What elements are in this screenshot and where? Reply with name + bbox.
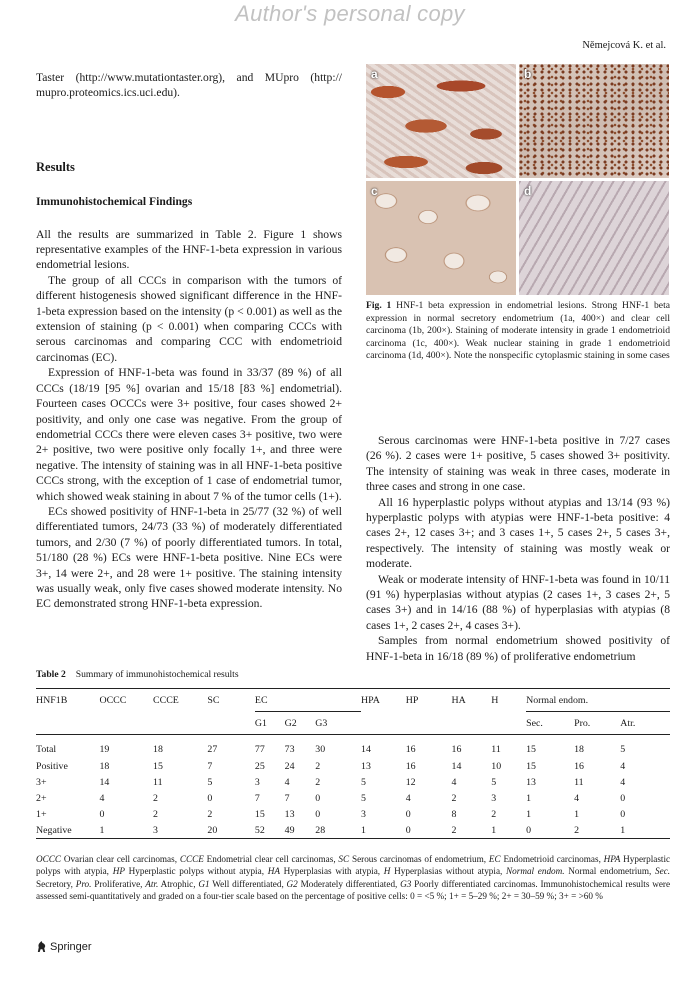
table-cell: 5 bbox=[207, 776, 213, 788]
table-cell: 25 bbox=[254, 760, 265, 772]
table-cell: 5 bbox=[620, 743, 626, 755]
table-cell: 15 bbox=[153, 760, 163, 772]
table-cell: 3 bbox=[254, 776, 260, 788]
header-cell: H bbox=[491, 689, 526, 712]
abbreviation-definition: Moderately differentiated, bbox=[300, 878, 398, 889]
table-cell: 28 bbox=[315, 822, 361, 839]
abbreviation: HA bbox=[267, 866, 280, 877]
table-cell: 5 bbox=[361, 792, 366, 804]
panel-label: b bbox=[524, 67, 532, 81]
table-cell: 0 bbox=[99, 808, 105, 820]
table-cell: 1 bbox=[491, 822, 526, 839]
table-cell: 4 bbox=[620, 760, 626, 772]
body-paragraph: Serous carcinomas were HNF-1-beta positive in 7/27 cases (26 %). 2 cases were 1+ positive, 5 cases showed 3+ positivity. The intensity of staining was weak in three cases, moderate in three cases and strong in one case. bbox=[366, 434, 670, 494]
abbreviation-definition: Hyperplasias with atypia, bbox=[283, 866, 381, 877]
table-cell: 2 bbox=[315, 776, 321, 788]
table-cell: 0 bbox=[207, 792, 213, 804]
intro-paragraph: Taster (http://www.mutationtaster.org), and MUpro (http:// mupro.proteomics.ics.uci.edu). bbox=[36, 71, 342, 100]
table-cell: 3 bbox=[361, 808, 366, 820]
body-paragraph: Samples from normal endometrium showed positivity of HNF-1-beta in 16/18 (89 %) of proliferative endometrium bbox=[366, 634, 670, 663]
table-cell: 0 bbox=[315, 792, 321, 804]
panel-label: d bbox=[524, 184, 532, 198]
table-cell: 0 bbox=[526, 822, 574, 839]
table-cell: 4 bbox=[284, 776, 290, 788]
abbreviation: Sec. bbox=[655, 866, 671, 877]
header-cell-ec: EC bbox=[255, 689, 361, 712]
table-row bbox=[36, 758, 670, 774]
abbreviation: EC bbox=[488, 854, 501, 864]
abbreviation: H bbox=[383, 866, 391, 877]
body-paragraph: All the results are summarized in Table 2. Figure 1 shows representative examples of the HNF-1-beta expression in various endometrial lesions. bbox=[36, 227, 342, 272]
table-caption bbox=[36, 669, 670, 680]
table-cell: 4 bbox=[451, 776, 457, 788]
table-cell: 11 bbox=[491, 743, 501, 755]
abbreviation: G2 bbox=[286, 878, 298, 889]
subheader-cell: G2 bbox=[285, 712, 316, 735]
table-cell: 5 bbox=[361, 776, 366, 788]
abbreviation-definition: Hyperplasias without atypia, bbox=[394, 866, 503, 877]
abbreviation: G1 bbox=[198, 878, 210, 889]
table-cell: 19 bbox=[99, 743, 110, 755]
header-cell: SC bbox=[207, 689, 255, 712]
row-label: 3+ bbox=[36, 776, 47, 788]
micrograph-panel-d bbox=[519, 181, 669, 295]
table-caption-text: Summary of immunohistochemical results bbox=[75, 669, 239, 680]
table-cell: 52 bbox=[255, 822, 285, 839]
micrograph-panel-b bbox=[519, 64, 669, 178]
table-cell: 7 bbox=[284, 792, 290, 804]
table-footnote bbox=[36, 853, 670, 903]
table-cell: 20 bbox=[207, 822, 255, 839]
publisher-name: Springer bbox=[50, 940, 92, 953]
table-cell: 27 bbox=[207, 743, 218, 755]
table-caption-label: Table 2 bbox=[36, 669, 66, 680]
subheader-cell: G3 bbox=[315, 712, 361, 735]
table-cell: 4 bbox=[574, 792, 580, 804]
table-cell: 1 bbox=[526, 808, 532, 820]
table-cell: 14 bbox=[451, 760, 462, 772]
micrograph-panel-c bbox=[366, 181, 516, 295]
abbreviation-definition: Serous carcinomas of endometrium, bbox=[351, 854, 487, 864]
table-cell: 1 bbox=[574, 808, 580, 820]
table-cell: 2 bbox=[491, 808, 497, 820]
row-label: Negative bbox=[36, 822, 99, 839]
table-cell: 24 bbox=[284, 760, 295, 772]
header-cell-normal-endom: Normal endom. bbox=[526, 689, 670, 712]
table-cell: 18 bbox=[153, 743, 163, 755]
table-cell: 15 bbox=[254, 808, 265, 820]
table-cell: 18 bbox=[574, 743, 584, 755]
table-cell: 18 bbox=[99, 760, 110, 772]
springer-horse-icon bbox=[36, 940, 47, 953]
abbreviation: Normal endom. bbox=[506, 866, 565, 877]
scoring-note: Immunohistochemical results were assessed semi-quantitatively and graded on a four-tier scale based on the percentage of positive cells: 0 = <5 %; 1+ = 5–29 %; 2+ = 30–59 %; 3+ = >60 % bbox=[36, 878, 671, 902]
body-paragraph: The group of all CCCs in comparison with the tumors of different histogenesis showed significant difference in the HNF-1-beta expression based on the intensity (p < 0.001) as well as the extension of staining (p < 0.001) when comparing CCCs with serous carcinomas and comparing CCC with endometrioid carcinomas (EC). bbox=[36, 273, 342, 364]
table-cell: 1 bbox=[526, 792, 532, 804]
subheader-cell: G1 bbox=[255, 712, 285, 735]
abbreviation-definition: Endometrial clear cell carcinomas, bbox=[206, 854, 336, 864]
abbreviation-definition: Atrophic, bbox=[160, 878, 196, 889]
section-heading-results: Results bbox=[36, 159, 75, 174]
panel-label: c bbox=[371, 184, 378, 198]
table-cell: 7 bbox=[254, 792, 260, 804]
table-body bbox=[36, 735, 670, 839]
table-cell: 15 bbox=[526, 743, 536, 755]
table-cell: 16 bbox=[405, 760, 416, 772]
header-cell: HNF1B bbox=[36, 689, 99, 712]
table-cell: 1 bbox=[99, 822, 153, 839]
subheader-cell: Atr. bbox=[620, 712, 670, 735]
abbreviation-definition: Normal endometrium, bbox=[568, 866, 652, 877]
header-cell: HP bbox=[406, 689, 452, 712]
results-table bbox=[36, 688, 670, 839]
table-cell: 16 bbox=[451, 743, 462, 755]
table-cell: 12 bbox=[405, 776, 416, 788]
table-cell: 2 bbox=[153, 792, 158, 804]
table-cell: 2 bbox=[452, 822, 492, 839]
right-column bbox=[366, 433, 670, 664]
table-cell: 13 bbox=[526, 776, 536, 788]
table-cell: 2 bbox=[451, 792, 457, 804]
table-cell: 8 bbox=[451, 808, 457, 820]
row-label: 1+ bbox=[36, 808, 47, 820]
table-cell: 16 bbox=[574, 760, 584, 772]
figure-1 bbox=[366, 64, 670, 296]
abbreviation-definition: Hyperplastic polyps without atypia, bbox=[128, 866, 264, 877]
header-cell: CCCE bbox=[153, 689, 207, 712]
row-label: 2+ bbox=[36, 792, 47, 804]
header-cell: OCCC bbox=[99, 689, 153, 712]
table-cell: 1 bbox=[361, 822, 406, 839]
abbreviation: Pro. bbox=[75, 878, 92, 889]
table-cell: 0 bbox=[620, 808, 626, 820]
table-cell: 3 bbox=[153, 822, 207, 839]
abbreviation: OCCC bbox=[36, 854, 62, 864]
table-cell: 3 bbox=[491, 792, 497, 804]
table-cell: 13 bbox=[361, 760, 371, 772]
panel-label: a bbox=[371, 67, 378, 81]
table-cell: 4 bbox=[620, 776, 626, 788]
table-cell: 0 bbox=[620, 792, 626, 804]
table-row bbox=[36, 774, 670, 790]
table-cell: 11 bbox=[153, 776, 163, 788]
micrograph-panel-a bbox=[366, 64, 516, 178]
body-paragraph: Expression of HNF-1-beta was found in 33/37 (89 %) of all CCCs (18/19 [95 %] ovarian and 15/18 [83 %] endometrial). Fourteen cases OCCCs were 3+ positive, four cases showed 2+ positivity, and only one case was negative. From the group of endometrial CCCs there were eleven cases 3+ positive, two were 2+ positive, two were positive only focally 1+, and three were negative. The intensity of staining was in all HNF-1-beta positive CCCs strong, with the exception of 1 case of endometrial tumor, which showed weak staining in about 7 % of the tumor cells (1+). bbox=[36, 366, 342, 503]
table-cell: 0 bbox=[315, 808, 321, 820]
running-head: Němejcová K. et al. bbox=[582, 40, 666, 51]
subsection-heading: Immunohistochemical Findings bbox=[36, 195, 193, 209]
table-cell: 73 bbox=[284, 743, 295, 755]
table-cell: 0 bbox=[406, 822, 452, 839]
header-cell: HPA bbox=[361, 689, 406, 712]
figure-caption-text: HNF-1 beta expression in endometrial lesions. Strong HNF-1 beta expression in normal secretory endometrium (1a, 400×) and clear cell carcinoma (1b, 200×). Staining of moderate intensity in grade 1 endometrioid carcinoma (1c, 400×). Weak nuclear staining in grade 1 endometrioid carcinoma (1d, 400×). Note the nonspecific cytoplasmic staining in some cases bbox=[366, 300, 670, 362]
table-cell: 49 bbox=[285, 822, 316, 839]
table-row bbox=[36, 735, 670, 759]
abbreviation-definition: Endometrioid carcinomas, bbox=[503, 854, 601, 864]
abbreviation-definition: Poorly differentiated carcinomas. bbox=[414, 878, 538, 889]
table-cell: 16 bbox=[405, 743, 416, 755]
table-cell: 10 bbox=[491, 760, 502, 772]
table-cell: 13 bbox=[284, 808, 295, 820]
abbreviation: CCCE bbox=[179, 854, 204, 864]
body-paragraph: ECs showed positivity of HNF-1-beta in 25/77 (32 %) of well differentiated tumors, 24/73 (33 %) of moderately differentiated tumors, and 2/30 (7 %) of poorly differentiated tumors. In total, 51/180 (28 %) ECs were HNF-1-beta positive. Nine ECs were 3+, 14 were 2+, and 28 were 1+ positive. The staining intensity was usually weak, only five cases showed moderate intensity. No EC demonstrated strong HNF-1-beta expression. bbox=[36, 504, 342, 611]
table-cell: 4 bbox=[99, 792, 105, 804]
table-cell: 2 bbox=[574, 822, 620, 839]
abbreviation: SC bbox=[338, 854, 350, 864]
figure-caption bbox=[366, 300, 670, 363]
table-cell: 4 bbox=[405, 792, 411, 804]
table-cell: 2 bbox=[153, 808, 158, 820]
table-cell: 14 bbox=[99, 776, 110, 788]
table-cell: 2 bbox=[207, 808, 213, 820]
table-cell: 1 bbox=[620, 822, 670, 839]
table-cell: 0 bbox=[405, 808, 411, 820]
row-label: Total bbox=[36, 743, 57, 755]
abbreviation-definition: Hyperplastic polyps with atypia, bbox=[36, 854, 671, 877]
left-column bbox=[36, 70, 342, 612]
header-cell: HA bbox=[452, 689, 492, 712]
body-paragraph: All 16 hyperplastic polyps without atypias and 13/14 (93 %) hyperplastic polyps with atypias were HNF-1-beta positive: 4 cases 2+, 12 cases 3+; and 3 cases 1+, 5 cases 2+, 5 cases 3+, respectively. The intensity of staining was mostly weak or moderate. bbox=[366, 495, 670, 571]
abbreviation: HPA bbox=[603, 854, 621, 864]
table-cell: 77 bbox=[254, 743, 265, 755]
abbreviation: HP bbox=[112, 866, 125, 877]
subheader-cell: Pro. bbox=[574, 712, 620, 735]
row-label: Positive bbox=[36, 760, 68, 772]
table-cell: 14 bbox=[361, 743, 371, 755]
watermark: Author's personal copy bbox=[235, 1, 465, 26]
abbreviation-definition: Proliferative, bbox=[94, 878, 143, 889]
table-row bbox=[36, 806, 670, 822]
publisher-logo bbox=[36, 940, 92, 953]
subheader-cell: Sec. bbox=[526, 712, 574, 735]
table-cell: 30 bbox=[315, 743, 326, 755]
table-cell: 15 bbox=[526, 760, 536, 772]
abbreviation-definition: Ovarian clear cell carcinomas, bbox=[63, 854, 178, 864]
abbreviation: Atr. bbox=[145, 878, 159, 889]
table-row bbox=[36, 822, 670, 839]
table-cell: 11 bbox=[574, 776, 584, 788]
table-2 bbox=[36, 669, 670, 839]
table-cell: 5 bbox=[491, 776, 497, 788]
table-cell: 2 bbox=[315, 760, 321, 772]
table-row bbox=[36, 790, 670, 806]
abbreviation-definition: Secretory, bbox=[36, 878, 73, 889]
body-paragraph: Weak or moderate intensity of HNF-1-beta was found in 10/11 (91 %) hyperplasias without atypias (2 cases 1+, 3 cases 2+, 5 cases 3+) and in 14/16 (88 %) of hyperplasias with atypias (8 cases 1+, 2 cases 2+, 4 cases 3+). bbox=[366, 572, 670, 632]
figure-caption-label: Fig. 1 bbox=[366, 300, 392, 311]
table-cell: 7 bbox=[207, 760, 213, 772]
abbreviation-definition: Well differentiated, bbox=[212, 878, 284, 889]
abbreviation: G3 bbox=[400, 878, 412, 889]
